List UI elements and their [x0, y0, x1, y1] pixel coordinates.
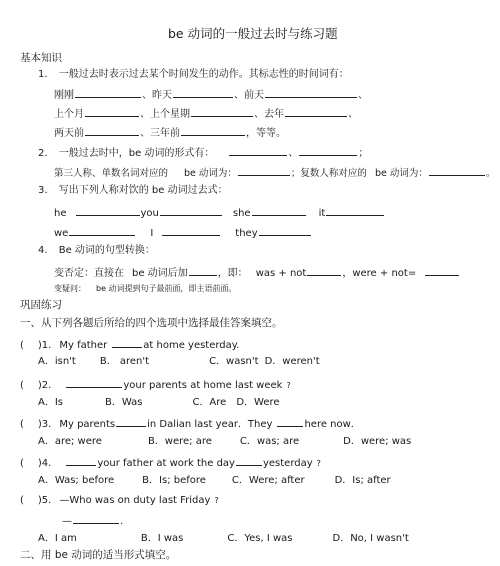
text: 变否定：直接在	[54, 268, 124, 279]
question-number: )5.	[37, 495, 52, 506]
text: ，即：	[217, 268, 248, 279]
text: be 动词为：	[374, 168, 428, 179]
text: 。	[485, 168, 496, 179]
section-heading-practice: 巩固练习	[20, 299, 62, 311]
pronoun: he	[54, 208, 67, 219]
blank-line[interactable]	[181, 126, 245, 136]
blank-line[interactable]	[425, 266, 459, 276]
answer-paren: (	[20, 340, 24, 351]
time-word: 、上个星期	[140, 109, 190, 120]
answer-paren: (	[20, 419, 24, 430]
question-3	[20, 417, 361, 430]
blank-line[interactable]	[191, 107, 253, 117]
option-b[interactable]: B．Is; before	[142, 475, 206, 486]
blank-line[interactable]	[116, 417, 146, 427]
time-word: 、去年	[254, 109, 284, 120]
pronoun-row-2	[54, 226, 312, 239]
question-form-row	[54, 285, 237, 293]
question-2	[20, 378, 291, 391]
text: be 动词为：	[184, 168, 237, 179]
blank-line[interactable]	[73, 514, 119, 524]
option-c[interactable]: C．wasn't	[209, 356, 259, 367]
options-4	[38, 476, 391, 486]
option-a[interactable]: A．isn't	[38, 356, 76, 367]
pronoun-row-1	[54, 206, 385, 219]
blank-line[interactable]	[75, 88, 141, 98]
blank-line[interactable]	[66, 378, 122, 388]
question-text: your father at work the day	[97, 458, 235, 469]
text: ，were + not=	[342, 268, 417, 279]
options-5	[38, 534, 409, 544]
answer-paren: (	[20, 380, 24, 391]
blank-line[interactable]	[76, 206, 140, 216]
option-d[interactable]: D．No, I wasn't	[332, 533, 409, 544]
blank-line[interactable]	[66, 456, 96, 466]
pronoun: it	[318, 208, 326, 219]
question-text: My parents	[59, 419, 116, 430]
separator: 、	[288, 148, 299, 159]
section-heading-basic: 基本知识	[20, 52, 62, 64]
option-c[interactable]: C．Yes, I was	[227, 533, 293, 544]
option-a[interactable]: A．I am	[38, 533, 77, 544]
blank-line[interactable]	[69, 226, 135, 236]
time-word: 、前天	[234, 90, 264, 101]
pronoun: they	[235, 228, 258, 239]
time-word: 上个月	[54, 109, 84, 120]
blank-line[interactable]	[85, 107, 139, 117]
question-number: )3.	[37, 419, 52, 430]
option-b[interactable]: B．were; are	[147, 436, 212, 447]
period: .	[120, 516, 124, 527]
time-words-row-3	[54, 126, 286, 139]
time-word: 、三年前	[140, 128, 180, 139]
blank-line[interactable]	[299, 146, 357, 156]
blank-line[interactable]	[189, 266, 217, 276]
pronoun: we	[54, 228, 69, 239]
question-number: )4.	[37, 458, 52, 469]
blank-line[interactable]	[326, 206, 384, 216]
dash: —	[62, 516, 72, 527]
time-word: 刚刚	[54, 90, 74, 101]
blank-line[interactable]	[236, 456, 262, 466]
knowledge-item-2	[38, 146, 368, 159]
question-5	[20, 496, 219, 506]
option-c[interactable]: C．Are	[192, 397, 227, 408]
blank-line[interactable]	[259, 226, 311, 236]
blank-line[interactable]	[307, 266, 341, 276]
option-b[interactable]: B．I was	[140, 533, 184, 544]
answer-paren: (	[20, 495, 24, 506]
pronoun: she	[232, 208, 251, 219]
option-b[interactable]: B．Was	[105, 397, 143, 408]
page-title: be 动词的一般过去时与练习题	[168, 26, 338, 41]
option-d[interactable]: D．Were	[236, 397, 280, 408]
options-3	[38, 437, 411, 447]
blank-line[interactable]	[162, 226, 220, 236]
question-4	[20, 456, 321, 469]
be-forms-row	[54, 166, 495, 179]
knowledge-text: Be 动词的句型转换：	[58, 245, 155, 256]
option-b[interactable]: B． aren't	[99, 356, 150, 367]
question-mark: ?	[316, 459, 321, 468]
knowledge-text: 写出下列人称对饮的 be 动词过去式：	[58, 185, 228, 196]
time-words-row-1	[54, 88, 368, 101]
question-number: )2.	[37, 380, 52, 391]
blank-line[interactable]	[429, 166, 485, 176]
option-d[interactable]: D．were; was	[343, 436, 412, 447]
item-number: 4.	[38, 245, 48, 256]
blank-line[interactable]	[265, 88, 357, 98]
question-text: here now．	[304, 419, 361, 430]
pronoun: I	[150, 228, 154, 239]
knowledge-text: 一般过去时表示过去某个时间发生的动作。其标志性的时间词有：	[58, 69, 349, 80]
answer-paren: (	[20, 458, 24, 469]
question-text: My father	[59, 340, 108, 351]
blank-line[interactable]	[160, 206, 222, 216]
blank-line[interactable]	[238, 166, 290, 176]
item-number: 3.	[38, 185, 48, 196]
time-word: 、	[348, 109, 358, 120]
question-text: your parents at home last week	[123, 380, 283, 391]
time-word: 、昨天	[142, 90, 172, 101]
blank-line[interactable]	[229, 146, 287, 156]
item-number: 1.	[38, 69, 48, 80]
separator: ；	[358, 148, 369, 159]
option-a[interactable]: A．Is	[38, 397, 63, 408]
options-1	[38, 357, 320, 367]
option-c[interactable]: C．was; are	[239, 436, 300, 447]
text: 第三人称、单数名词对应的	[54, 168, 169, 179]
knowledge-text: 一般过去时中，be 动词的形式有：	[58, 148, 215, 159]
negative-form-row	[54, 266, 460, 279]
option-d[interactable]: D．Is; after	[334, 475, 391, 486]
item-number: 2.	[38, 148, 48, 159]
question-1	[20, 338, 239, 351]
time-word: ，等等。	[246, 128, 286, 139]
option-c[interactable]: C．Were; after	[231, 475, 305, 486]
question-mark: ?	[286, 381, 291, 390]
text: ；复数人称对应的	[290, 168, 367, 179]
pronoun: you	[140, 208, 159, 219]
text: was + not	[255, 268, 307, 279]
text: be 动词提到句子最前面，即主语前面。	[96, 284, 237, 293]
option-a[interactable]: A．are; were	[38, 436, 102, 447]
blank-line[interactable]	[252, 206, 306, 216]
knowledge-item-1	[38, 70, 349, 80]
blank-line[interactable]	[173, 88, 233, 98]
question-mark: ?	[214, 496, 219, 505]
blank-line[interactable]	[277, 417, 303, 427]
answer-line-5	[62, 514, 123, 527]
option-d[interactable]: D．weren't	[264, 356, 320, 367]
question-text: at home yesterday.	[143, 340, 240, 351]
blank-line[interactable]	[85, 126, 139, 136]
text: 变疑问：	[54, 284, 86, 293]
time-words-row-2	[54, 107, 358, 120]
knowledge-item-4	[38, 246, 155, 256]
option-a[interactable]: A．Was; before	[38, 475, 115, 486]
part2-instruction: 二、用 be 动词的适当形式填空。	[20, 549, 177, 561]
options-2	[38, 398, 280, 408]
time-word: 两天前	[54, 128, 84, 139]
text: be 动词后加	[132, 268, 188, 279]
time-word: 、	[358, 90, 368, 101]
question-text: in Dalian last year．They	[147, 419, 273, 430]
blank-line[interactable]	[112, 338, 142, 348]
question-text: —Who was on duty last Friday	[59, 495, 211, 506]
blank-line[interactable]	[285, 107, 347, 117]
knowledge-item-3	[38, 186, 228, 196]
part1-instruction: 一、从下列各题后所给的四个选项中选择最佳答案填空。	[20, 317, 283, 329]
question-number: )1.	[37, 340, 52, 351]
question-text: yesterday	[262, 458, 313, 469]
